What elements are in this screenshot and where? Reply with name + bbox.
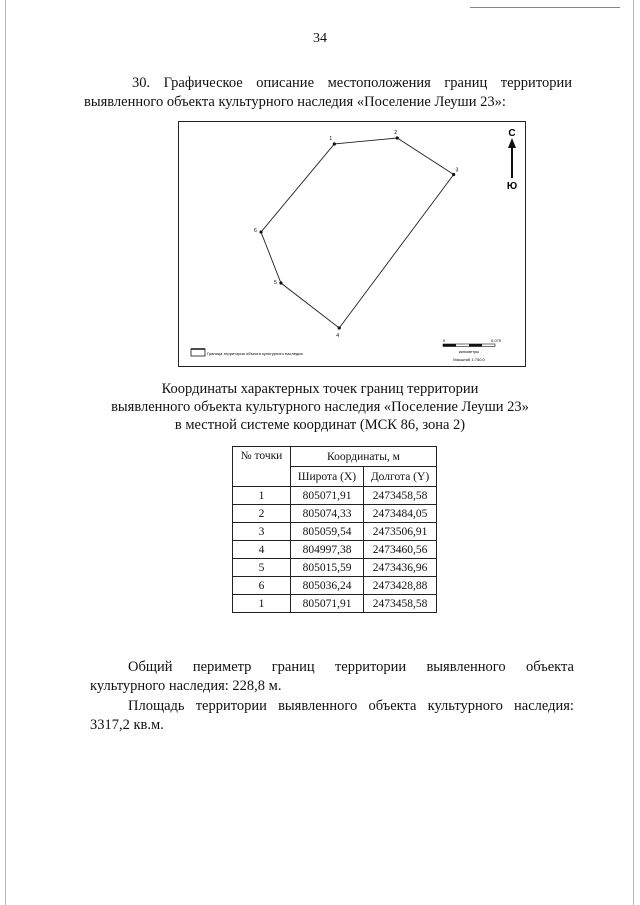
heading-line-2: выявленного объекта культурного наследия «Поселение Леуши 23»: <box>84 94 506 110</box>
cell-x: 805059,54 <box>291 523 364 541</box>
perimeter-word: периметр <box>192 659 252 675</box>
boundary-point-1 <box>333 142 336 145</box>
cell-point: 2 <box>233 505 291 523</box>
boundary-point-2 <box>396 136 399 139</box>
scale-bar <box>443 338 502 362</box>
perimeter-line-1 <box>90 658 574 677</box>
cell-y: 2473484,05 <box>364 505 437 523</box>
cell-x: 804997,38 <box>291 541 364 559</box>
cell-y: 2473460,56 <box>364 541 437 559</box>
table-row <box>233 577 437 595</box>
cell-y: 2473506,91 <box>364 523 437 541</box>
cell-y: 2473428,88 <box>364 577 437 595</box>
col-header-lon: Долгота (Y) <box>364 467 437 487</box>
area-word: Площадь <box>128 698 185 714</box>
cell-x: 805036,24 <box>291 577 364 595</box>
cell-x: 805074,33 <box>291 505 364 523</box>
cell-x: 805071,91 <box>291 487 364 505</box>
cell-point: 6 <box>233 577 291 595</box>
south-label: Ю <box>506 181 518 192</box>
scalebar-units: километры <box>458 349 480 354</box>
heading-word: описание <box>256 75 315 91</box>
cell-point: 4 <box>233 541 291 559</box>
table-row <box>233 541 437 559</box>
map-canvas <box>179 122 525 366</box>
col-header-point: № точки <box>233 447 291 487</box>
boundary-point-4 <box>338 326 341 329</box>
table-row <box>233 487 437 505</box>
page-number: 34 <box>313 31 327 46</box>
cell-y: 2473458,58 <box>364 487 437 505</box>
boundary-point-label-4: 4 <box>336 333 340 339</box>
boundary-point-label-6: 6 <box>254 228 257 235</box>
scalebar-label-1: 0,075 <box>491 338 502 343</box>
boundary-point-label-2: 2 <box>394 130 398 136</box>
area-word: объекта <box>368 698 417 714</box>
north-label: С <box>508 128 516 139</box>
perimeter-word: выявленного <box>426 659 506 675</box>
boundary-point-label-1: 1 <box>329 135 333 142</box>
caption-line-3: в местной системе координат (МСК 86, зона 2) <box>174 417 466 433</box>
table-row <box>233 595 437 613</box>
cell-y: 2473436,96 <box>364 559 437 577</box>
heading-word: местоположения <box>327 75 431 91</box>
cell-point: 1 <box>233 487 291 505</box>
area-word: выявленного <box>278 698 358 714</box>
perimeter-word: территории <box>334 659 407 675</box>
heading-word: границ <box>444 75 488 91</box>
col-header-lat: Широта (X) <box>291 467 364 487</box>
scan-edge-right <box>633 0 634 905</box>
heading-line-1 <box>84 74 572 93</box>
area-line-2: 3317,2 кв.м. <box>90 717 164 733</box>
perimeter-word: границ <box>271 659 315 675</box>
area-word: территории <box>195 698 267 714</box>
legend-swatch <box>191 349 205 356</box>
north-arrow-icon <box>508 138 516 178</box>
boundary-point-label-3: 3 <box>455 167 459 174</box>
area-word: культурного <box>427 698 503 714</box>
caption-line-2: выявленного объекта культурного наследия «Поселение Леуши 23» <box>111 399 529 415</box>
cell-point: 3 <box>233 523 291 541</box>
perimeter-word: Общий <box>128 659 173 675</box>
scan-edge-left <box>5 0 6 905</box>
perimeter-paragraph <box>90 658 574 696</box>
cell-y: 2473458,58 <box>364 595 437 613</box>
legend-text: Граница территории объекта культурного наследия <box>207 351 303 356</box>
table-caption <box>0 380 640 434</box>
cell-x: 805015,59 <box>291 559 364 577</box>
boundary-point-label-5: 5 <box>273 280 277 287</box>
cell-point: 1 <box>233 595 291 613</box>
coordinates-table <box>232 446 437 613</box>
heading-word: Графическое <box>163 75 243 91</box>
heading-word: территории <box>500 75 572 91</box>
table-row <box>233 523 437 541</box>
cell-point: 5 <box>233 559 291 577</box>
boundary-map <box>178 121 526 367</box>
section-heading <box>84 74 572 112</box>
boundary-polygon <box>261 135 454 328</box>
table-row <box>233 505 437 523</box>
caption-line-1: Координаты характерных точек границ территории <box>161 381 479 397</box>
boundary-point-6 <box>259 230 262 233</box>
area-word: наследия: <box>514 698 574 714</box>
boundary-point-5 <box>279 281 282 284</box>
scale-text: Масштаб 1:750,0 <box>453 357 485 362</box>
scalebar-label-0: 0 <box>443 338 446 343</box>
scan-edge-top <box>470 7 620 8</box>
heading-word: 30. <box>132 75 151 91</box>
table-row <box>233 559 437 577</box>
perimeter-word: объекта <box>525 659 574 675</box>
area-paragraph <box>90 697 574 735</box>
cell-x: 805071,91 <box>291 595 364 613</box>
area-line-1 <box>90 697 574 716</box>
col-header-coordinates: Координаты, м <box>291 447 437 467</box>
perimeter-line-2: культурного наследия: 228,8 м. <box>90 678 282 694</box>
